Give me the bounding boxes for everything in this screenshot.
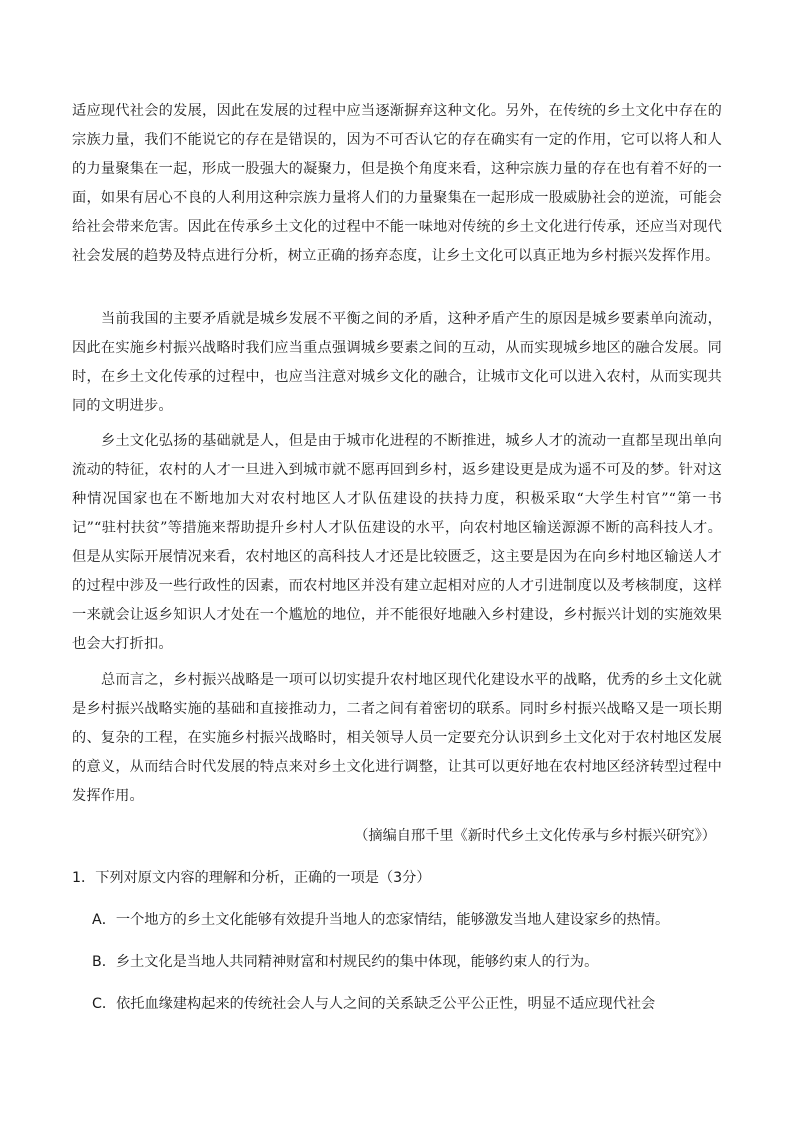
body-paragraph: 总而言之，乡村振兴战略是一项可以切实提升农村地区现代化建设水平的战略，优秀的乡土文化就是乡村振兴战略实施的基础和直接推动力，二者之间有着密切的联系。同时乡村振兴战略又是一项长期的、复杂的工程，在实施乡村振兴战略时，相关领导人员一定要充分认识到乡土文化对于农村地区发展的意义，从而结合时代发展的特点来对乡土文化进行调整，让其可以更好地在农村地区经济转型过程中发挥作用。: [72, 672, 722, 804]
body-paragraph: 当前我国的主要矛盾就是城乡发展不平衡之间的矛盾，这种矛盾产生的原因是城乡要素单向流动，因此在实施乡村振兴战略时我们应当重点强调城乡要素之间的互动，从而实现城乡地区的融合发展。同时，在乡土文化传承的过程中，也应当注意对城乡文化的融合，让城市文化可以进入农村，从而实现共同的文明进步。: [72, 311, 722, 414]
source-citation: （摘编自邢千里《新时代乡土文化传承与乡村振兴研究》）: [354, 828, 716, 844]
question-option-a: A．一个地方的乡土文化能够有效提升当地人的恋家情结，能够激发当地人建设家乡的热情。: [92, 912, 670, 928]
question-stem: 1．下列对原文内容的理解和分析，正确的一项是（3分）: [72, 870, 431, 886]
body-paragraph-continued: 适应现代社会的发展，因此在发展的过程中应当逐渐摒弃这种文化。另外，在传统的乡土文化中存在的宗族力量，我们不能说它的存在是错误的，因为不可否认它的存在确实有一定的作用，它可以将人和人的力量聚集在一起，形成一股强大的凝聚力，但是换个角度来看，这种宗族力量的存在也有着不好的一面，如果有居心不良的人利用这种宗族力量将人们的力量聚集在一起形成一股威胁社会的逆流，可能会给社会带来危害。因此在传承乡土文化的过程中不能一味地对传统的乡土文化进行传承，还应当对现代社会发展的趋势及特点进行分析，树立正确的扬弃态度，让乡土文化可以真正地为乡村振兴发挥作用。: [72, 103, 722, 264]
question-option-c: C．依托血缘建构起来的传统社会人与人之间的关系缺乏公平公正性，明显不适应现代社会: [92, 996, 656, 1012]
question-option-b: B．乡土文化是当地人共同精神财富和村规民约的集中体现，能够约束人的行为。: [92, 954, 599, 970]
body-paragraph: 乡土文化弘扬的基础就是人，但是由于城市化进程的不断推进，城乡人才的流动一直都呈现出单向流动的特征，农村的人才一旦进入到城市就不愿再回到乡村，返乡建设更是成为遥不可及的梦。针对这种情况国家也在不断地加大对农村地区人才队伍建设的扶持力度，积极采取“大学生村官”“第一书记”“驻村扶贫”等措施来帮助提升乡村人才队伍建设的水平，向农村地区输送源源不断的高科技人才。但是从实际开展情况来看，农村地区的高科技人才还是比较匮乏，这主要是因为在向乡村地区输送人才的过程中涉及一些行政性的因素，而农村地区并没有建立起相对应的人才引进制度以及考核制度，这样一来就会让返乡知识人才处在一个尴尬的地位，并不能很好地融入乡村建设，乡村振兴计划的实施效果也会大打折扣。: [72, 433, 722, 652]
